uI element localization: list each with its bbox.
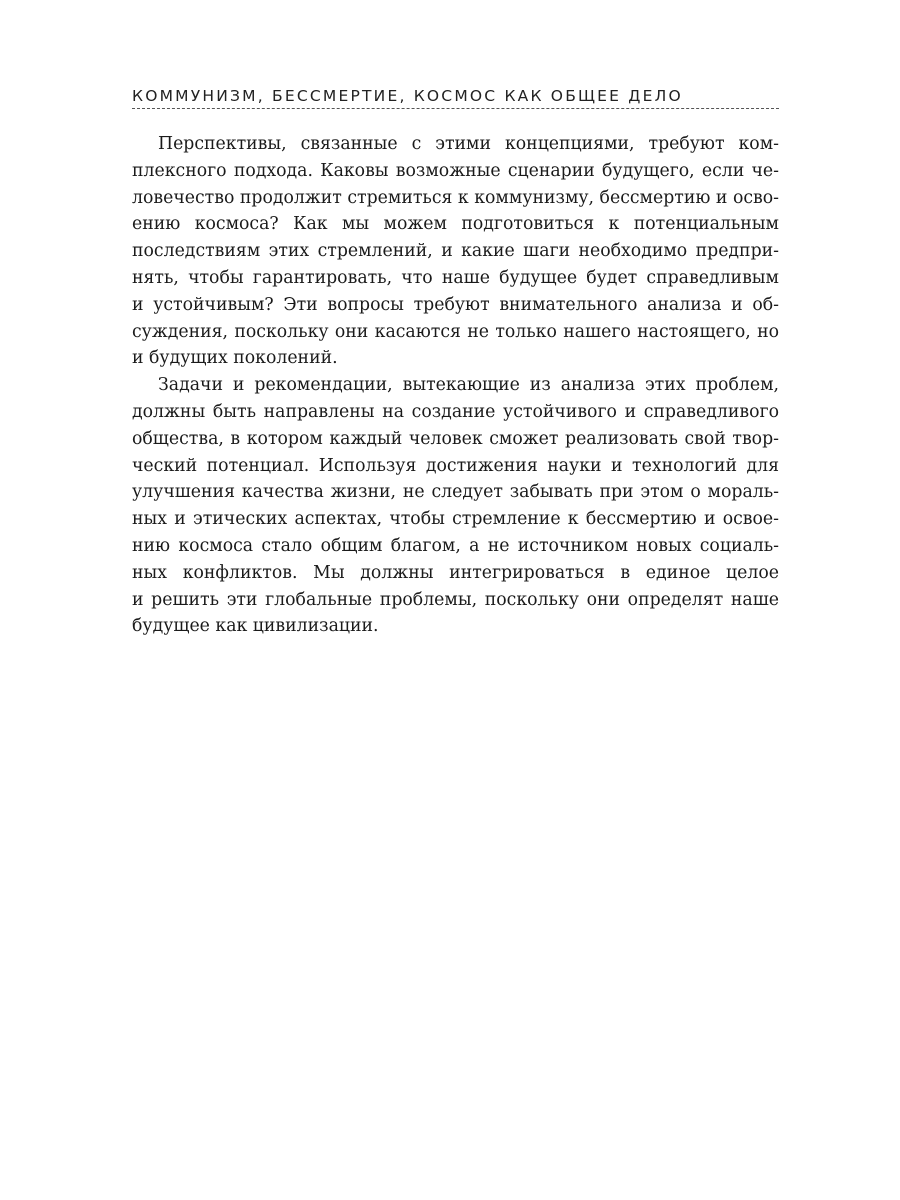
text-line: улучшения качества жизни, не следует забывать при этом о мораль- [132,482,779,503]
text-line: общества, в котором каждый человек сможет реализовать свой твор- [132,428,779,449]
text-line: плексного подхода. Каковы возможные сценарии будущего, если че- [132,160,779,181]
header-rule [132,108,779,109]
text-line: и устойчивым? Эти вопросы требуют внимательного анализа и об- [132,294,779,315]
text-line: последствиям этих стремлений, и какие шаги необходимо предпри- [132,241,779,262]
text-line: ных и этических аспектах, чтобы стремление к бессмертию и освое- [132,509,779,530]
running-head: КОММУНИЗМ, БЕССМЕРТИЕ, КОСМОС КАК ОБЩЕЕ ДЕЛО [132,87,683,105]
text-line: ению космоса? Как мы можем подготовиться к потенциальным [132,214,779,235]
text-line: ных конфликтов. Мы должны интегрироваться в единое целое [132,562,779,583]
text-line: суждения, поскольку они касаются не только нашего настоящего, но [132,321,779,342]
text-line: нию космоса стало общим благом, а не источником новых социаль- [132,535,779,556]
text-line: нять, чтобы гарантировать, что наше будущее будет справедливым [132,267,779,288]
text-line: Задачи и рекомендации, вытекающие из анализа этих проблем, [158,375,779,396]
body-text [132,131,779,640]
text-line: должны быть направлены на создание устойчивого и справедливого [132,401,779,422]
text-line: и будущих поколений. [132,348,338,369]
text-line: Перспективы, связанные с этими концепциями, требуют ком- [158,134,779,154]
text-line: и решить эти глобальные проблемы, поскольку они определят наше [132,589,779,610]
text-line: ловечество продолжит стремиться к коммунизму, бессмертию и осво- [132,187,779,208]
paragraph-2 [132,372,779,640]
text-line: ческий потенциал. Используя достижения науки и технологий для [132,455,779,476]
paragraph-1 [132,131,779,372]
text-line: будущее как цивилизации. [132,616,379,637]
